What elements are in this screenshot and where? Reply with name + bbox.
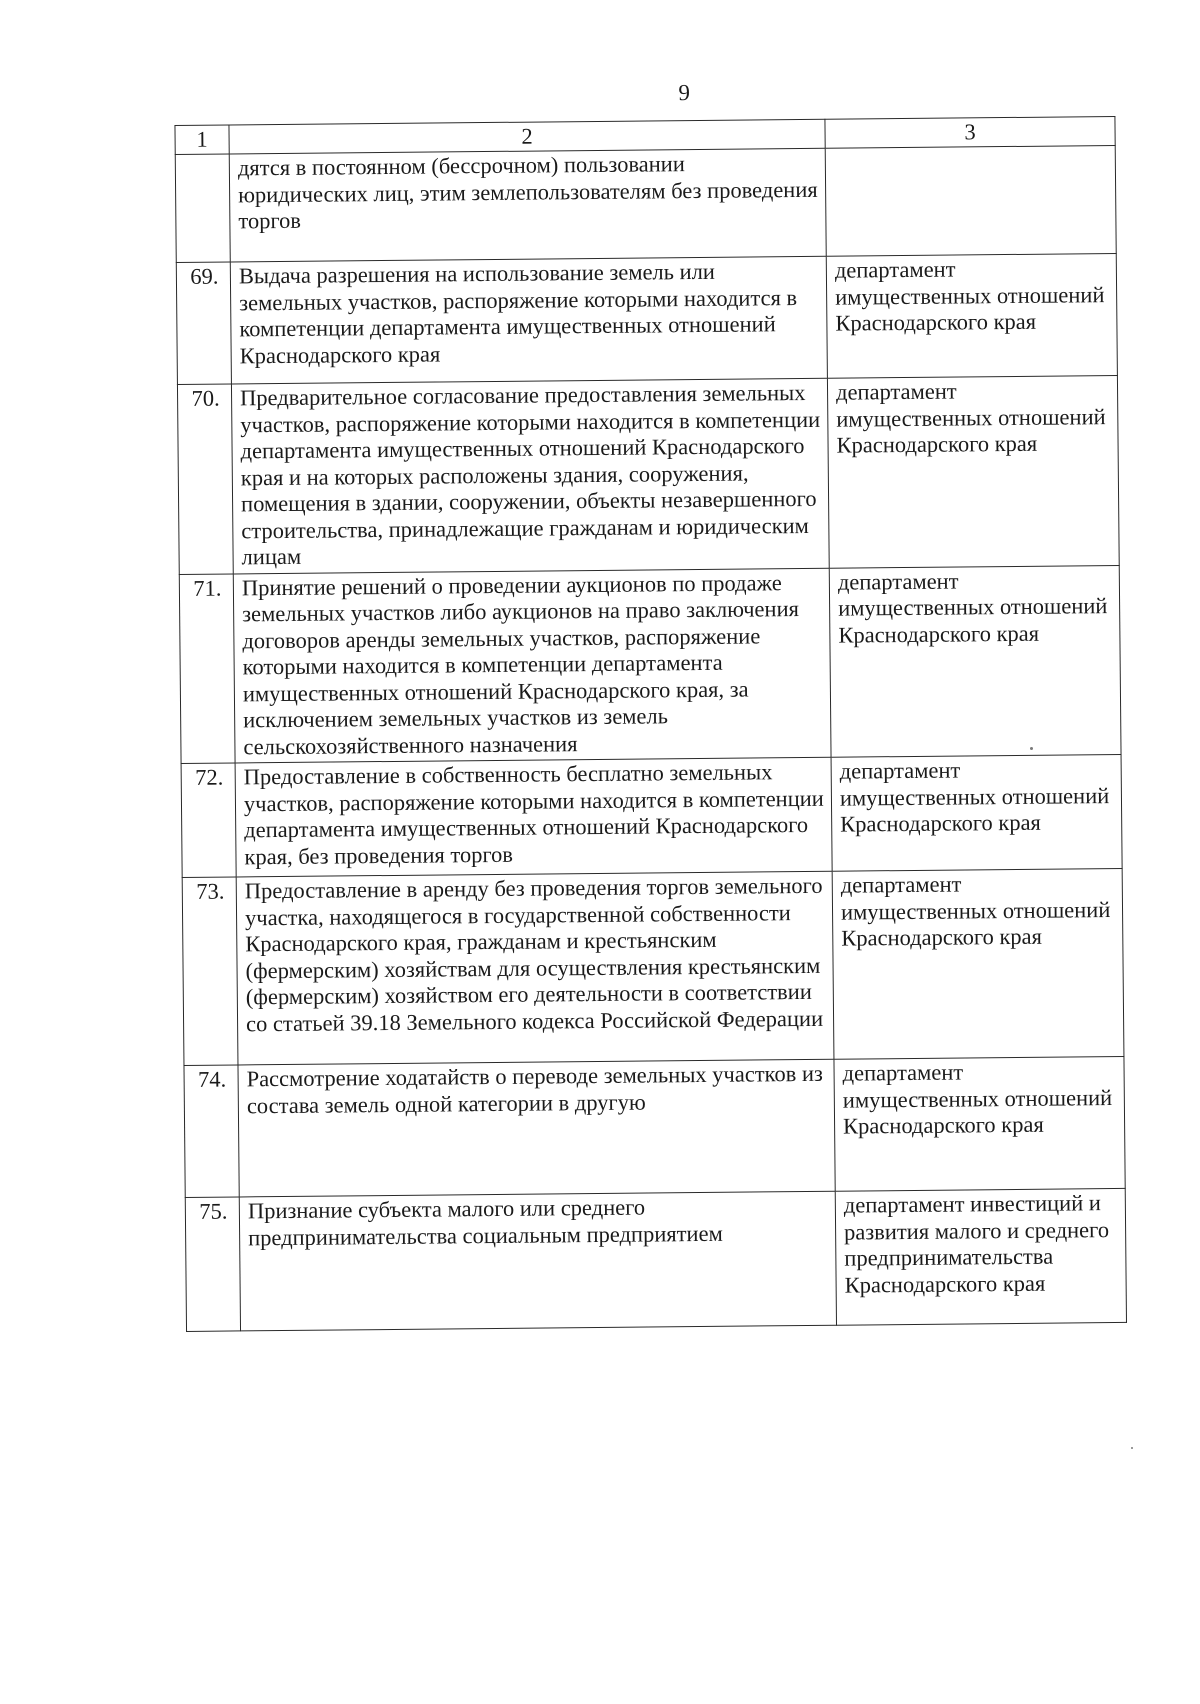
- row-number: 74.: [184, 1065, 239, 1198]
- table-row: [176, 253, 1117, 384]
- service-description: Рассмотрение ходатайств о переводе земельных участков из состава земель одной категории в другую: [238, 1059, 835, 1197]
- row-number: 72.: [181, 763, 236, 878]
- responsible-department: департамент инвестиций и развития малого и среднего предпринимательства Краснодарского края: [835, 1188, 1126, 1325]
- row-number: 75.: [185, 1197, 240, 1332]
- service-description: Признание субъекта малого или среднего предпринимательства социальным предприятием: [239, 1191, 836, 1331]
- responsible-department: департамент имущественных отношений Краснодарского края: [826, 253, 1117, 378]
- service-description: Предварительное согласование предоставления земельных участков, распоряжение которыми находится в компетенции департамента имущественных отношений Краснодарского края и на которых расположены здания, сооружения, помещения в здании, сооружении, объекты незавершенного строительства, принадлежащие гражданам и юридическим лицам: [231, 378, 829, 573]
- responsible-department: департамент имущественных отношений Краснодарского края: [834, 1056, 1125, 1191]
- service-description: Предоставление в собственность бесплатно земельных участков, распоряжение которыми находится в компетенции департамента имущественных отношений Краснодарского края, без проведения торгов: [235, 757, 832, 877]
- service-description: Выдача разрешения на использование земель или земельных участков, распоряжение которыми находится в компетенции департамента имущественных отношений Краснодарского края: [230, 256, 827, 384]
- responsible-department: департамент имущественных отношений Краснодарского края: [827, 375, 1119, 567]
- responsible-department: департамент имущественных отношений Краснодарского края: [829, 565, 1121, 757]
- service-description: Принятие решений о проведении аукционов по продаже земельных участков либо аукционов на право заключения договоров аренды земельных участков, распоряжение которыми находится в компетенции департамента имущественных отношений Краснодарского края, за исключением земельных участков из земель сельскохозяйственного назначения: [233, 568, 831, 763]
- responsible-department: [825, 145, 1116, 256]
- table-row-continuation: [175, 145, 1116, 262]
- responsible-department: департамент имущественных отношений Краснодарского края: [832, 868, 1124, 1059]
- service-description: дятся в постоянном (бессрочном) пользовании юридических лиц, этим землепользователям без проведения торгов: [229, 148, 826, 262]
- table-row: [182, 868, 1124, 1065]
- column-header-service: 2: [229, 119, 825, 154]
- table-row: [179, 565, 1121, 764]
- page-number: 9: [678, 80, 691, 106]
- column-header-number: 1: [175, 125, 229, 155]
- column-header-department: 3: [825, 116, 1115, 148]
- responsible-department: департамент имущественных отношений Краснодарского края: [831, 754, 1122, 871]
- table-row: [185, 1188, 1126, 1331]
- row-number: 69.: [176, 262, 231, 385]
- scan-speck: [1030, 747, 1033, 750]
- table-row: [181, 754, 1122, 877]
- row-number: 73.: [182, 877, 238, 1066]
- row-number: 70.: [177, 384, 233, 574]
- row-number: [175, 154, 230, 263]
- row-number: 71.: [179, 573, 235, 763]
- table-row: [184, 1056, 1125, 1197]
- services-table: [174, 116, 1127, 1332]
- table-row: [177, 375, 1119, 574]
- service-description: Предоставление в аренду без проведения торгов земельного участка, находящегося в государственной собственности Краснодарского края, гражданам и крестьянским (фермерским) хозяйствам для осуществления крестьянским (фермерским) хозяйством его деятельности в соответствии со статьей 39.18 Земельного кодекса Российской Федерации: [236, 871, 834, 1065]
- scan-speck: [1131, 1447, 1133, 1449]
